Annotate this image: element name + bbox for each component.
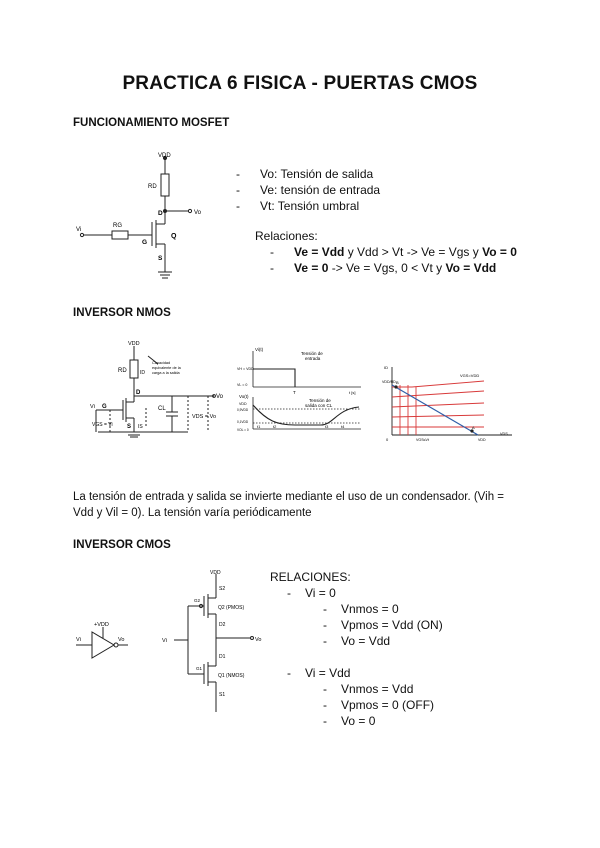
timing-vi-label: Vi(t) (255, 347, 264, 352)
list-item: - Ve: tensión de entrada (236, 183, 381, 197)
nmos-id-label: ID (140, 370, 145, 376)
mosfet-circuit-diagram (76, 148, 226, 280)
cmos-case2-list (323, 681, 434, 729)
curve-origin: 0 (386, 437, 389, 442)
nmos-cap-note-2: equivalente de la (152, 366, 181, 370)
nmos-cap-note-1: Capacidad (152, 361, 171, 365)
page-title: PRACTICA 6 FISICA - PUERTAS CMOS (122, 73, 478, 94)
nmos-paragraph: La tensión de entrada y salida se invierte mediante el uso de un condensador. (Vih = Vdd y Vil = 0). La tensión varía periódicamente (73, 491, 505, 520)
nmos-characteristic-curves (382, 363, 514, 447)
nmos-is-label: IS (138, 424, 143, 430)
timing-input-title-1: Tensión de (301, 351, 323, 356)
cmos-vo-label: Vo (255, 637, 262, 643)
section-heading-nmos: INVERSOR NMOS (73, 307, 171, 319)
symbol-vdd-label: +VDD (94, 622, 109, 628)
nmos-rd-label: RD (118, 368, 127, 374)
curve-vdd: VDD (478, 438, 486, 442)
timing-t-unit: t [s] (349, 390, 356, 395)
list-item: - Vt: Tensión umbral (236, 199, 360, 213)
timing-t-mark: T (293, 390, 296, 395)
nmos-vi-label: Vi (90, 404, 95, 410)
timing-t3: t3 (325, 424, 329, 429)
list-item: - Vo: Tensión de salida (236, 167, 374, 181)
cmos-g1-label: G1 (196, 666, 203, 671)
section-heading-mosfet: FUNCIONAMIENTO MOSFET (73, 117, 230, 129)
cmos-vi-label: Vi (162, 638, 167, 644)
timing-p90: 0,9VDD (237, 408, 249, 412)
cmos-s2-label: S2 (219, 586, 226, 592)
nmos-vo-label: Vo (216, 394, 224, 400)
curve-vgs-vt: VGS≤Vt (416, 438, 429, 442)
cmos-vdd-label: VDD (210, 570, 221, 576)
nmos-circuit-diagram (88, 338, 230, 440)
nmos-vgs-label: VGS = Vi (92, 422, 113, 428)
curve-vgs: VGS=VDD (460, 373, 480, 378)
curve-vdd-rd: VDD/RD (382, 380, 396, 384)
mosfet-d-label: D (158, 210, 163, 217)
curve-id-axis: ID (384, 365, 388, 370)
cmos-case1: - Vi = 0 (287, 586, 336, 600)
list-item: - Vnmos = 0 (323, 602, 399, 616)
cmos-d2-label: D2 (219, 622, 226, 628)
timing-input-title-2: entrada (305, 356, 321, 361)
cmos-s1-label: S1 (219, 692, 226, 698)
cmos-case2: - Vi = Vdd (287, 666, 351, 680)
mosfet-relations-list (270, 244, 517, 276)
nmos-vds-label: VDS = Vo (192, 414, 217, 420)
mosfet-vi-label: Vi (76, 227, 82, 233)
mosfet-q-label: Q (171, 233, 177, 240)
timing-output-title-1: Tensión de (309, 398, 331, 403)
timing-v0: VOL = 0 (237, 428, 249, 432)
timing-vo-label: Vo(t) (239, 394, 249, 399)
nmos-s-label: S (127, 424, 132, 430)
section-heading-cmos: INVERSOR CMOS (73, 539, 171, 551)
timing-p10: 0,1VDD (237, 420, 249, 424)
list-item: - Vo = Vdd (323, 634, 391, 648)
nmos-g-label: G (102, 404, 107, 410)
nmos-cap-note-3: carga a la salida (152, 371, 180, 375)
nmos-cl-label: CL (158, 406, 166, 412)
mosfet-rg-label: RG (113, 223, 122, 229)
timing-vh-label: VH = VDD (237, 367, 254, 371)
cmos-case1-list (323, 601, 443, 649)
mosfet-rd-label: RD (148, 184, 157, 190)
symbol-vi-label: Vi (76, 637, 81, 643)
nmos-timing-diagram (237, 345, 367, 435)
curve-point-b: B (396, 380, 399, 385)
cmos-g2-label: G2 (194, 598, 201, 603)
list-item: - Vnmos = Vdd (323, 682, 414, 696)
list-item: - Ve = Vdd y Vdd > Vt -> Ve = Vgs y Vo = 0 (270, 245, 517, 259)
list-item: - Vo = 0 (323, 714, 376, 728)
mosfet-vdd-label: VDD (158, 153, 171, 159)
list-item: - Vpmos = 0 (OFF) (323, 698, 435, 712)
mosfet-s-label: S (158, 255, 163, 262)
timing-t1: t1 (257, 424, 261, 429)
timing-t4: t4 (341, 424, 345, 429)
cmos-q2-label: Q2 (PMOS) (218, 605, 245, 611)
mosfet-vo-label: Vo (194, 210, 202, 216)
mosfet-definitions-list (236, 166, 380, 214)
curve-point-a: A (472, 425, 475, 430)
mosfet-g-label: G (142, 239, 148, 246)
list-item: - Ve = 0 -> Ve = Vgs, 0 < Vt y Vo = Vdd (270, 261, 497, 275)
curve-vds-axis: VDS (500, 432, 508, 436)
nmos-vdd-label: VDD (128, 341, 140, 347)
cmos-inverter-symbol (74, 618, 130, 666)
mosfet-relations-label: Relaciones: (255, 229, 318, 243)
cmos-d1-label: D1 (219, 654, 226, 660)
cmos-relations-label: RELACIONES: (270, 570, 351, 584)
timing-t2: t2 (273, 424, 277, 429)
timing-output-title-2: salida con CL (305, 403, 333, 408)
symbol-vo-label: Vo (118, 637, 125, 643)
timing-vdd-label: VDD (239, 402, 247, 406)
cmos-circuit-diagram (158, 566, 270, 716)
list-item: - Vpmos = Vdd (ON) (323, 618, 443, 632)
timing-vl-label: VL = 0 (237, 383, 248, 387)
cmos-q1-label: Q1 (NMOS) (218, 673, 245, 679)
nmos-d-label: D (136, 390, 141, 396)
